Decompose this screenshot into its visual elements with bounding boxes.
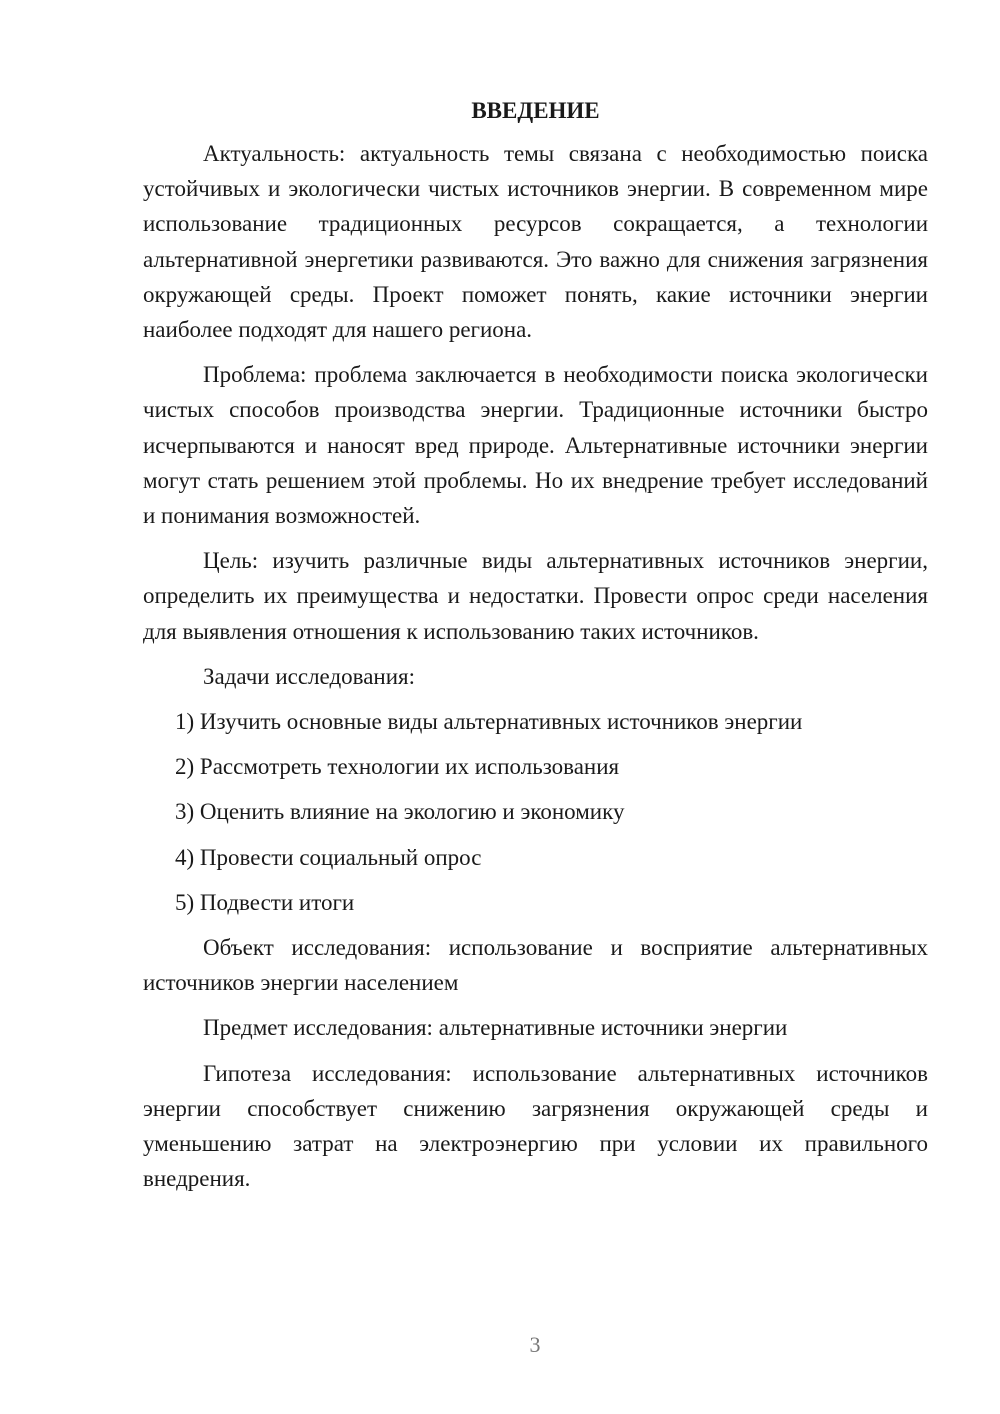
tasks-heading: Задачи исследования: (203, 663, 416, 689)
task-item-3: 3) Оценить влияние на экологию и экономику (175, 799, 625, 825)
task-item-1: 1) Изучить основные виды альтернативных источников энергии (175, 709, 803, 735)
paragraph-problem: Проблема: проблема заключается в необходимости поиска экологически чистых способов производства энергии. Традиционные источники быстро исчерпываются и наносят вред природе. Альтернативные источники энергии могут стать решением этой проблемы. Но их внедрение требует исследований и понимания возможностей. (143, 362, 928, 529)
task-item-4: 4) Провести социальный опрос (175, 844, 482, 870)
paragraph-object: Объект исследования: использование и восприятие альтернативных источников энергии населением (143, 935, 928, 996)
page-content (143, 93, 928, 1206)
task-item-5: 5) Подвести итоги (175, 889, 355, 915)
paragraph-relevance: Актуальность: актуальность темы связана с необходимостью поиска устойчивых и экологически чистых источников энергии. В современном мире использование традиционных ресурсов сокращается, а технологии альтернативной энергетики развиваются. Это важно для снижения загрязнения окружающей среды. Проект поможет понять, какие источники энергии наиболее подходят для нашего региона. (143, 141, 928, 343)
task-list (143, 704, 928, 920)
paragraph-subject: Предмет исследования: альтернативные источники энергии (203, 1015, 788, 1041)
paragraph-goal: Цель: изучить различные виды альтернативных источников энергии, определить их преимущества и недостатки. Провести опрос среди населения для выявления отношения к использованию таких источников. (143, 548, 928, 644)
task-item-2: 2) Рассмотреть технологии их использования (175, 754, 620, 780)
page-number: 3 (529, 1332, 541, 1357)
page-title: ВВЕДЕНИЕ (471, 98, 600, 123)
paragraph-hypothesis: Гипотеза исследования: использование альтернативных источников энергии способствует снижению загрязнения окружающей среды и уменьшению затрат на электроэнергию при условии их правильного внедрения. (143, 1060, 928, 1192)
